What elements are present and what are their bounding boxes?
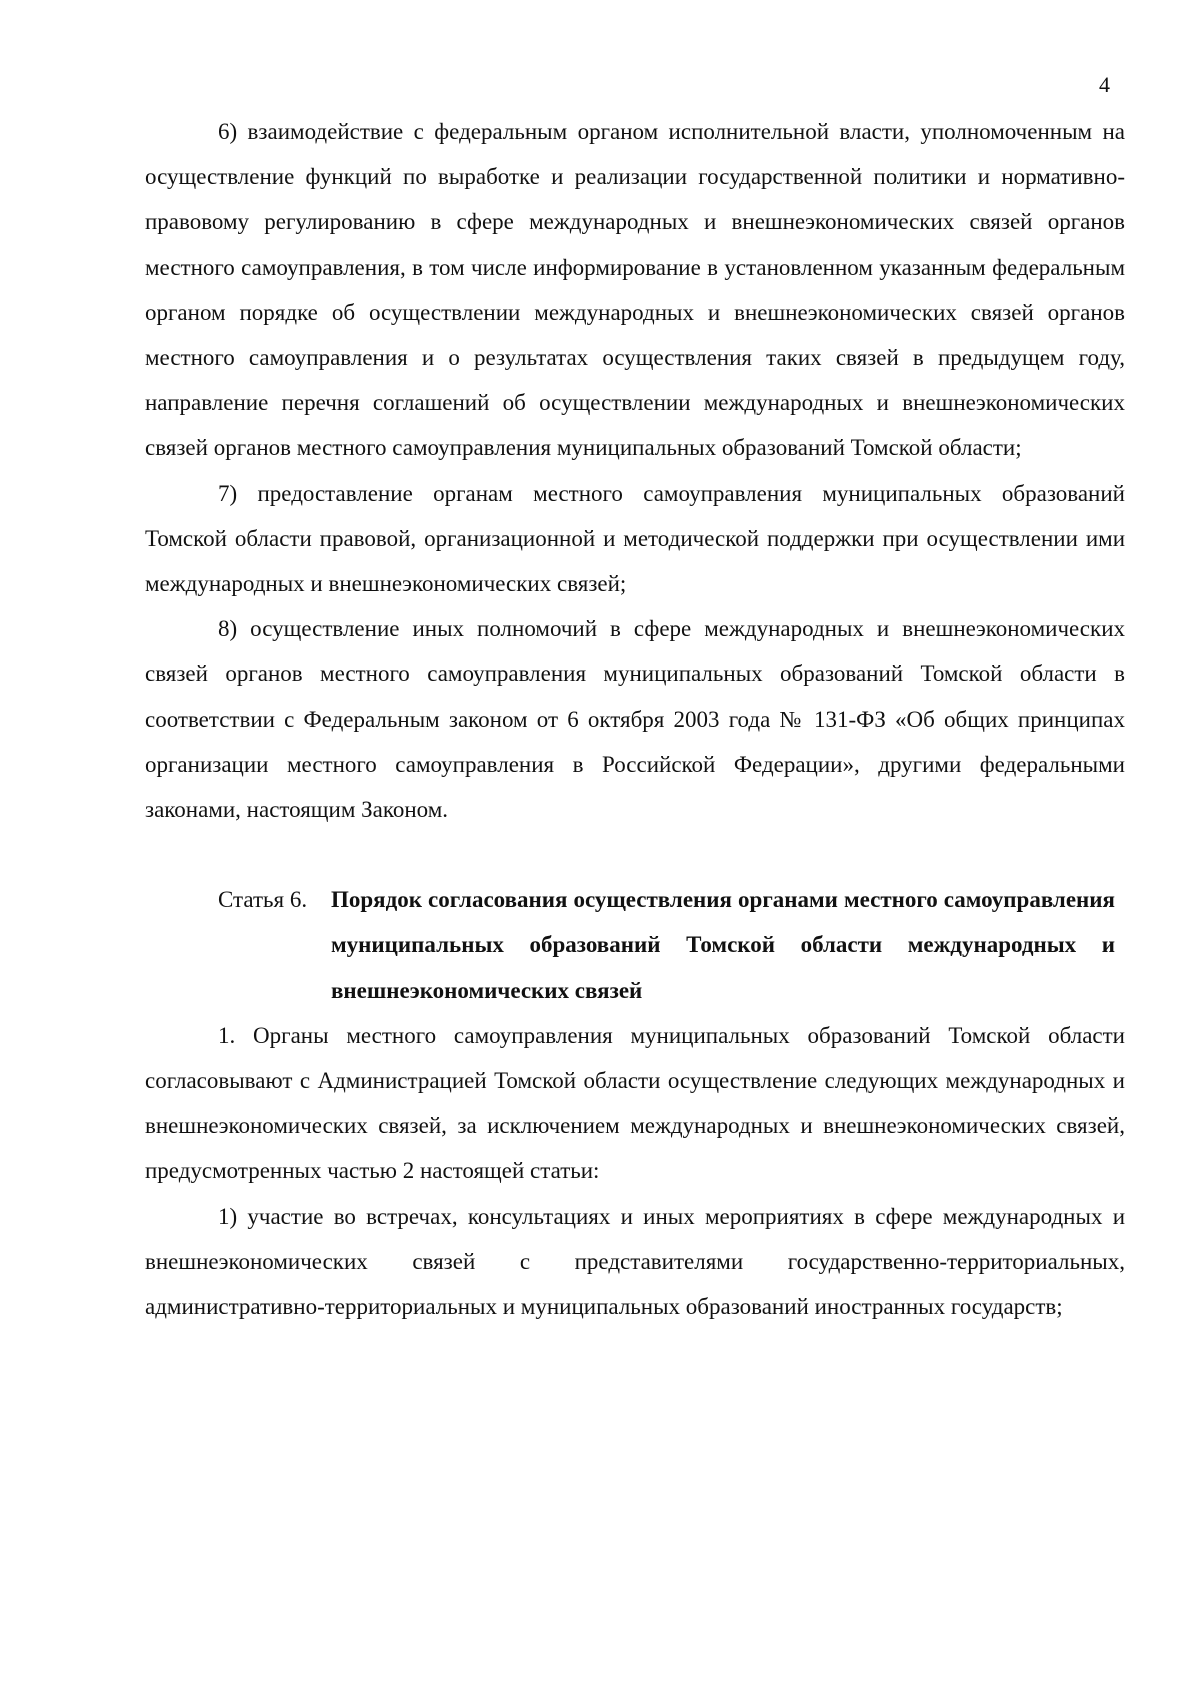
article-number: Статья 6. <box>218 887 308 913</box>
document-body <box>145 109 1125 1329</box>
paragraph-subitem-1: 1) участие во встречах, консультациях и иных мероприятиях в сфере международных и внешнеэкономических связей с представителями государственно-территориальных, административно-территориальных и муниципальных образований иностранных государств; <box>145 1203 1125 1320</box>
paragraph-part-1: 1. Органы местного самоуправления муниципальных образований Томской области согласовывают с Администрацией Томской области осуществление следующих международных и внешнеэкономических связей, за исключением международных и внешнеэкономических связей, предусмотренных частью 2 настоящей статьи: <box>145 1022 1125 1184</box>
page-number: 4 <box>1099 72 1110 97</box>
article-heading <box>145 877 1125 1013</box>
paragraph-item-6: 6) взаимодействие с федеральным органом исполнительной власти, уполномоченным на осуществление функций по выработке и реализации государственной политики и нормативно-правовому регулированию в сфере международных и внешнеэкономических связей органов местного самоуправления, в том числе информирование в установленном указанным федеральным органом порядке об осуществлении международных и внешнеэкономических связей органов местного самоуправления и о результатах осуществления таких связей в предыдущем году, направление перечня соглашений об осуществлении международных и внешнеэкономических связей органов местного самоуправления муниципальных образований Томской области; <box>145 119 1125 461</box>
paragraph-item-7: 7) предоставление органам местного самоуправления муниципальных образований Томской области правовой, организационной и методической поддержки при осуществлении ими международных и внешнеэкономических связей; <box>145 480 1125 597</box>
article-title: Порядок согласования осуществления органами местного самоуправления муниципальных образований Томской области международных и внешнеэкономических связей <box>331 887 1115 1003</box>
paragraph-item-8: 8) осуществление иных полномочий в сфере международных и внешнеэкономических связей органов местного самоуправления муниципальных образований Томской области в соответствии с Федеральным законом от 6 октября 2003 года № 131-ФЗ «Об общих принципах организации местного самоуправления в Российской Федерации», другими федеральными законами, настоящим Законом. <box>145 616 1125 823</box>
